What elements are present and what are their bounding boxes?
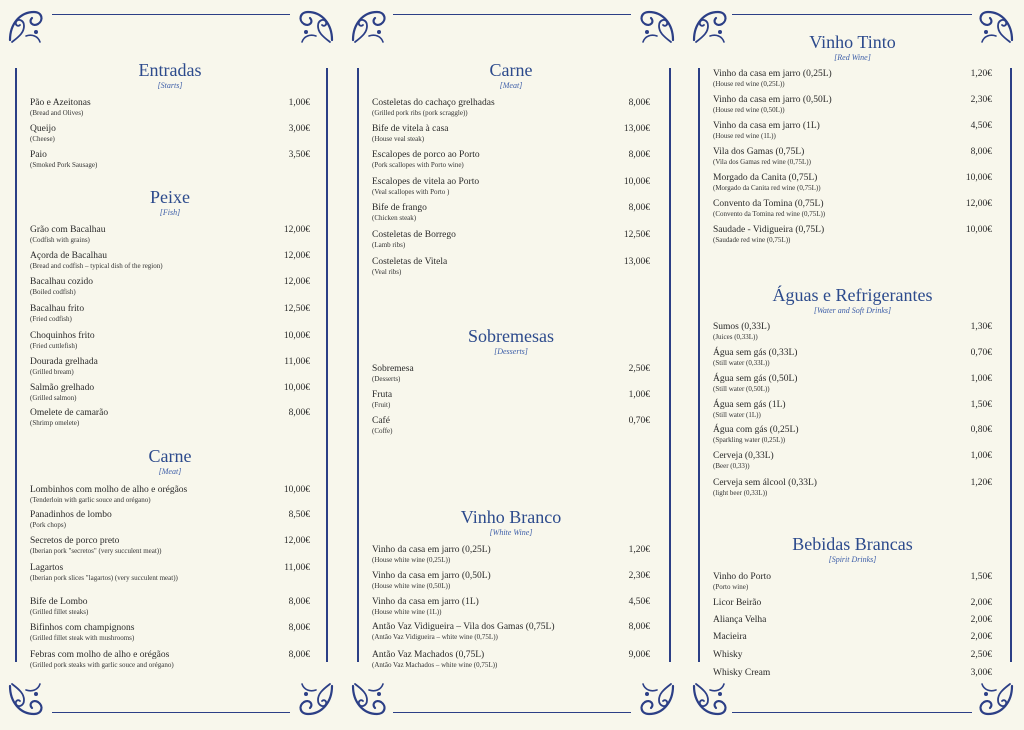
item-name: Sobremesa bbox=[372, 364, 414, 374]
item-translation: (Porto wine) bbox=[713, 583, 749, 591]
item-price: 12,00€ bbox=[965, 199, 992, 209]
section-title: Carne bbox=[489, 60, 533, 80]
section-subtitle: [Starts] bbox=[157, 81, 183, 90]
ornament-icon bbox=[690, 680, 730, 720]
section-subtitle: [Meat] bbox=[499, 81, 523, 90]
item-price: 1,50€ bbox=[970, 400, 992, 410]
section-title: Sobremesas bbox=[468, 326, 554, 346]
item-translation: (Cheese) bbox=[30, 135, 55, 143]
ornament-icon bbox=[349, 6, 389, 46]
menu-item bbox=[30, 150, 310, 169]
item-translation: (Morgado da Canita red wine (0,75L)) bbox=[713, 184, 821, 192]
item-translation: (House white wine (0,25L)) bbox=[372, 556, 451, 564]
item-name: Macieira bbox=[713, 632, 747, 642]
item-price: 8,00€ bbox=[288, 650, 310, 660]
item-price: 11,00€ bbox=[284, 357, 310, 367]
item-translation: (Lamb ribs) bbox=[372, 241, 406, 249]
item-name: Vila dos Gamas (0,75L) bbox=[713, 147, 805, 157]
item-name: Escalopes de vitela ao Porto bbox=[372, 177, 480, 187]
section-subtitle: [Red Wine] bbox=[834, 53, 871, 62]
item-price: 3,00€ bbox=[970, 668, 992, 678]
menu-item bbox=[372, 597, 650, 616]
item-translation: (House red wine (0,50L)) bbox=[713, 106, 785, 114]
section-subtitle: [Meat] bbox=[158, 467, 182, 476]
left-border-line bbox=[15, 68, 17, 662]
item-name: Bacalhau frito bbox=[30, 304, 85, 314]
item-translation: (light beer (0,33L)) bbox=[713, 489, 768, 497]
item-name: Whisky bbox=[713, 650, 743, 660]
item-price: 8,00€ bbox=[628, 203, 650, 213]
section-subtitle: [Fish] bbox=[159, 208, 181, 217]
item-name: Água sem gás (0,50L) bbox=[713, 374, 798, 384]
item-name: Whisky Cream bbox=[713, 668, 771, 678]
item-translation: (Fried codfish) bbox=[30, 315, 72, 323]
item-translation: (Fruit) bbox=[372, 401, 391, 409]
menu-item bbox=[30, 536, 310, 555]
menu-item bbox=[372, 571, 650, 590]
item-name: Febras com molho de alho e orégãos bbox=[30, 650, 170, 660]
item-translation: (Antão Vaz Machados – white wine (0,75L)) bbox=[372, 661, 498, 669]
item-price: 12,00€ bbox=[283, 536, 310, 546]
item-name: Vinho da casa em jarro (0,50L) bbox=[372, 571, 491, 581]
item-price: 11,00€ bbox=[284, 563, 310, 573]
item-translation: (Grilled salmon) bbox=[30, 394, 77, 402]
item-name: Vinho do Porto bbox=[713, 572, 772, 582]
menu-item bbox=[713, 199, 992, 218]
menu-item bbox=[713, 173, 992, 192]
menu-item bbox=[713, 451, 992, 470]
item-name: Queijo bbox=[30, 124, 56, 134]
section-title: Bebidas Brancas bbox=[792, 534, 913, 554]
item-name: Dourada grelhada bbox=[30, 357, 98, 367]
item-name: Água sem gás (0,33L) bbox=[713, 348, 798, 358]
item-name: Morgado da Canita (0,75L) bbox=[713, 173, 818, 183]
item-price: 8,00€ bbox=[288, 408, 310, 418]
section-title: Carne bbox=[148, 446, 192, 466]
item-price: 9,00€ bbox=[628, 650, 650, 660]
right-border-line bbox=[669, 68, 671, 662]
item-name: Bife de Lombo bbox=[30, 597, 88, 607]
item-price: 2,50€ bbox=[970, 650, 992, 660]
bottom-border-line bbox=[732, 712, 972, 713]
item-name: Bifinhos com champignons bbox=[30, 623, 135, 633]
item-translation: (House veal steak) bbox=[372, 135, 425, 143]
item-translation: (Tenderloin with garlic souce and orégano) bbox=[30, 496, 151, 504]
item-translation: (Fried cuttlefish) bbox=[30, 342, 78, 350]
section-subtitle: [Spirit Drinks] bbox=[828, 555, 877, 564]
ornament-icon bbox=[6, 680, 46, 720]
menu-item bbox=[713, 374, 992, 393]
item-price: 1,00€ bbox=[970, 374, 992, 384]
item-price: 8,00€ bbox=[288, 623, 310, 633]
menu-item bbox=[30, 383, 310, 402]
item-translation: (Grilled bream) bbox=[30, 368, 74, 376]
ornament-icon bbox=[296, 680, 336, 720]
item-translation: (Codfish with grains) bbox=[30, 236, 90, 244]
ornament-icon bbox=[296, 6, 336, 46]
ornament-icon bbox=[637, 6, 677, 46]
item-translation: (Still water (1L)) bbox=[713, 411, 761, 419]
item-translation: (Bread and Olives) bbox=[30, 109, 84, 117]
item-translation: (House red wine (1L)) bbox=[713, 132, 776, 140]
item-translation: (Smoked Pork Sausage) bbox=[30, 161, 98, 169]
item-name: Lombinhos com molho de alho e orégãos bbox=[30, 485, 188, 495]
item-name: Bacalhau cozido bbox=[30, 277, 94, 287]
item-translation: (Beer (0,33)) bbox=[713, 462, 750, 470]
menu-item bbox=[713, 322, 992, 341]
menu-item bbox=[30, 408, 310, 427]
right-border-line bbox=[1010, 68, 1012, 662]
item-name: Vinho da casa em jarro (0,25L) bbox=[372, 545, 491, 555]
section-title: Vinho Tinto bbox=[809, 32, 896, 52]
item-name: Convento da Tomina (0,75L) bbox=[713, 199, 824, 209]
item-price: 1,20€ bbox=[970, 478, 992, 488]
ornament-icon bbox=[976, 680, 1016, 720]
menu-item bbox=[30, 304, 310, 323]
item-translation: (Antão Vaz Vidigueira – white wine (0,75L)) bbox=[372, 633, 498, 641]
item-name: Sumos (0,33L) bbox=[713, 322, 770, 332]
item-translation: (Still water (0,50L)) bbox=[713, 385, 770, 393]
right-border-line bbox=[326, 68, 328, 662]
menu-item bbox=[713, 225, 992, 244]
menu-item bbox=[372, 98, 650, 117]
menu-item bbox=[30, 124, 310, 143]
item-translation: (Veal ribs) bbox=[372, 268, 402, 276]
menu-item bbox=[713, 95, 992, 114]
menu-item bbox=[30, 98, 310, 117]
item-translation: (Shrimp omelete) bbox=[30, 419, 80, 427]
item-price: 3,00€ bbox=[288, 124, 310, 134]
item-price: 2,00€ bbox=[970, 598, 992, 608]
item-price: 10,00€ bbox=[623, 177, 650, 187]
item-name: Escalopes de porco ao Porto bbox=[372, 150, 480, 160]
menu-panel-3 bbox=[682, 0, 1024, 730]
menu-item bbox=[372, 203, 650, 222]
item-price: 0,80€ bbox=[970, 425, 992, 435]
menu-item bbox=[372, 390, 650, 409]
top-border-line bbox=[52, 14, 290, 15]
section-title: Águas e Refrigerantes bbox=[772, 285, 933, 305]
section-title: Peixe bbox=[150, 187, 190, 207]
left-border-line bbox=[357, 68, 359, 662]
menu-item bbox=[30, 225, 310, 244]
item-name: Vinho da casa em jarro (0,50L) bbox=[713, 95, 832, 105]
section-title: Vinho Branco bbox=[460, 507, 562, 527]
menu-item bbox=[372, 257, 650, 276]
menu-item bbox=[713, 650, 992, 661]
menu-item bbox=[372, 364, 650, 383]
menu-item bbox=[372, 177, 650, 196]
section-subtitle: [Water and Soft Drinks] bbox=[813, 306, 892, 315]
menu-item bbox=[30, 650, 310, 669]
item-price: 1,00€ bbox=[970, 451, 992, 461]
item-name: Bife de frango bbox=[372, 203, 427, 213]
item-price: 8,00€ bbox=[288, 597, 310, 607]
item-name: Lagartos bbox=[30, 563, 64, 573]
menu-item bbox=[372, 124, 650, 143]
menu-item bbox=[713, 598, 992, 609]
item-price: 10,00€ bbox=[283, 485, 310, 495]
item-price: 10,00€ bbox=[283, 383, 310, 393]
item-name: Omelete de camarão bbox=[30, 408, 109, 418]
item-price: 2,00€ bbox=[970, 615, 992, 625]
item-translation: (Iberian pork "secretos" (very succulent meat)) bbox=[30, 547, 162, 555]
item-price: 4,50€ bbox=[628, 597, 650, 607]
item-name: Saudade - Vidigueira (0,75L) bbox=[713, 225, 825, 235]
menu-item bbox=[30, 510, 310, 529]
item-price: 10,00€ bbox=[965, 173, 992, 183]
menu-item bbox=[713, 478, 992, 497]
item-price: 0,70€ bbox=[970, 348, 992, 358]
item-name: Panadinhos de lombo bbox=[30, 510, 112, 520]
item-name: Licor Beirão bbox=[713, 598, 762, 608]
item-price: 1,30€ bbox=[970, 322, 992, 332]
item-translation: (Desserts) bbox=[372, 375, 401, 383]
section-title: Entradas bbox=[138, 60, 202, 80]
item-price: 1,00€ bbox=[628, 390, 650, 400]
menu-item bbox=[372, 545, 650, 564]
item-price: 12,50€ bbox=[623, 230, 650, 240]
item-translation: (Juices (0,33L)) bbox=[713, 333, 758, 341]
item-name: Antão Vaz Vidigueira – Vila dos Gamas (0,75L) bbox=[372, 622, 555, 632]
menu-item bbox=[372, 150, 650, 169]
item-translation: (Grilled fillet steak with mushrooms) bbox=[30, 634, 135, 642]
menu-item bbox=[713, 425, 992, 444]
menu-item bbox=[713, 147, 992, 166]
menu-item bbox=[30, 485, 310, 504]
item-name: Vinho da casa em jarro (1L) bbox=[372, 597, 479, 607]
item-name: Pão e Azeitonas bbox=[30, 98, 91, 108]
item-price: 8,00€ bbox=[628, 622, 650, 632]
item-price: 1,00€ bbox=[288, 98, 310, 108]
item-price: 1,20€ bbox=[628, 545, 650, 555]
item-name: Choquinhos frito bbox=[30, 331, 95, 341]
item-translation: (Convento da Tomina red wine (0,75L)) bbox=[713, 210, 826, 218]
item-price: 12,00€ bbox=[283, 225, 310, 235]
item-price: 2,30€ bbox=[628, 571, 650, 581]
item-translation: (Chicken steak) bbox=[372, 214, 417, 222]
menu-item bbox=[713, 615, 992, 626]
item-name: Fruta bbox=[372, 390, 393, 400]
menu-item bbox=[30, 597, 310, 616]
item-translation: (Pork chops) bbox=[30, 521, 66, 529]
menu-panel-1 bbox=[0, 0, 341, 730]
item-translation: (Coffe) bbox=[372, 427, 393, 435]
item-name: Açorda de Bacalhau bbox=[30, 251, 108, 261]
top-border-line bbox=[732, 14, 972, 15]
menu-item bbox=[372, 416, 650, 435]
ornament-icon bbox=[6, 6, 46, 46]
item-translation: (Grilled pork ribs (pork scraggle)) bbox=[372, 109, 468, 117]
item-name: Grão com Bacalhau bbox=[30, 225, 106, 235]
item-name: Antão Vaz Machados (0,75L) bbox=[372, 650, 485, 660]
item-price: 2,50€ bbox=[628, 364, 650, 374]
item-price: 12,50€ bbox=[283, 304, 310, 314]
item-price: 4,50€ bbox=[970, 121, 992, 131]
item-price: 8,50€ bbox=[288, 510, 310, 520]
item-translation: (House white wine (0,50L)) bbox=[372, 582, 451, 590]
bottom-border-line bbox=[393, 712, 631, 713]
item-price: 0,70€ bbox=[628, 416, 650, 426]
menu-item bbox=[30, 357, 310, 376]
menu-item bbox=[30, 251, 310, 270]
item-translation: (House white wine (1L)) bbox=[372, 608, 442, 616]
item-translation: (Bread and codfish – typical dish of the region) bbox=[30, 262, 163, 270]
ornament-icon bbox=[637, 680, 677, 720]
item-translation: (Iberian pork slices "lagartos) (very succulent meat)) bbox=[30, 574, 178, 582]
item-price: 12,00€ bbox=[283, 251, 310, 261]
item-price: 13,00€ bbox=[623, 124, 650, 134]
menu-item bbox=[713, 400, 992, 419]
top-border-line bbox=[393, 14, 631, 15]
menu-item bbox=[30, 623, 310, 642]
menu-item bbox=[713, 69, 992, 88]
item-price: 2,00€ bbox=[970, 632, 992, 642]
item-price: 12,00€ bbox=[283, 277, 310, 287]
item-price: 8,00€ bbox=[628, 98, 650, 108]
menu-item bbox=[713, 121, 992, 140]
item-translation: (Grilled fillet steaks) bbox=[30, 608, 89, 616]
menu-item bbox=[713, 632, 992, 643]
item-name: Costeletas do cachaço grelhadas bbox=[372, 98, 495, 108]
bottom-border-line bbox=[52, 712, 290, 713]
item-price: 10,00€ bbox=[965, 225, 992, 235]
item-name: Vinho da casa em jarro (0,25L) bbox=[713, 69, 832, 79]
item-price: 13,00€ bbox=[623, 257, 650, 267]
item-translation: (House red wine (0,25L)) bbox=[713, 80, 785, 88]
item-name: Cerveja sem álcool (0,33L) bbox=[713, 478, 817, 488]
item-name: Costeletas de Borrego bbox=[372, 230, 456, 240]
left-border-line bbox=[698, 68, 700, 662]
menu-item bbox=[30, 331, 310, 350]
item-name: Água com gás (0,25L) bbox=[713, 425, 799, 435]
section-subtitle: [White Wine] bbox=[489, 528, 533, 537]
section-subtitle: [Desserts] bbox=[494, 347, 528, 356]
item-name: Aliança Velha bbox=[713, 615, 767, 625]
item-name: Bife de vitela à casa bbox=[372, 124, 449, 134]
item-translation: (Veal scallopes with Porto ) bbox=[372, 188, 450, 196]
item-name: Café bbox=[372, 416, 390, 426]
menu-item bbox=[30, 277, 310, 296]
item-name: Vinho da casa em jarro (1L) bbox=[713, 121, 820, 131]
menu-item bbox=[372, 622, 650, 641]
item-name: Salmão grelhado bbox=[30, 383, 95, 393]
menu-item bbox=[713, 572, 992, 591]
menu-item bbox=[372, 230, 650, 249]
menu-item bbox=[30, 563, 310, 582]
ornament-icon bbox=[349, 680, 389, 720]
item-translation: (Vila dos Gamas red wine (0,75L)) bbox=[713, 158, 811, 166]
menu-item bbox=[713, 668, 992, 679]
item-translation: (Grilled pork steaks with garlic souce and orégano) bbox=[30, 661, 174, 669]
item-translation: (Sparkling water (0,25L)) bbox=[713, 436, 786, 444]
item-price: 3,50€ bbox=[288, 150, 310, 160]
item-price: 8,00€ bbox=[970, 147, 992, 157]
menu-panel-2 bbox=[341, 0, 682, 730]
item-name: Água sem gás (1L) bbox=[713, 400, 786, 410]
item-translation: (Boiled codfish) bbox=[30, 288, 76, 296]
item-translation: (Pork scallopes with Porto wine) bbox=[372, 161, 464, 169]
item-price: 8,00€ bbox=[628, 150, 650, 160]
item-name: Costeletas de Vitela bbox=[372, 257, 448, 267]
menu-item bbox=[372, 650, 650, 669]
menu-item bbox=[713, 348, 992, 367]
item-name: Cerveja (0,33L) bbox=[713, 451, 774, 461]
item-translation: (Saudade red wine (0,75L)) bbox=[713, 236, 791, 244]
item-name: Paio bbox=[30, 150, 47, 160]
item-price: 10,00€ bbox=[283, 331, 310, 341]
item-price: 1,20€ bbox=[970, 69, 992, 79]
item-price: 1,50€ bbox=[970, 572, 992, 582]
item-price: 2,30€ bbox=[970, 95, 992, 105]
item-translation: (Still water (0,33L)) bbox=[713, 359, 770, 367]
item-name: Secretos de porco preto bbox=[30, 536, 120, 546]
